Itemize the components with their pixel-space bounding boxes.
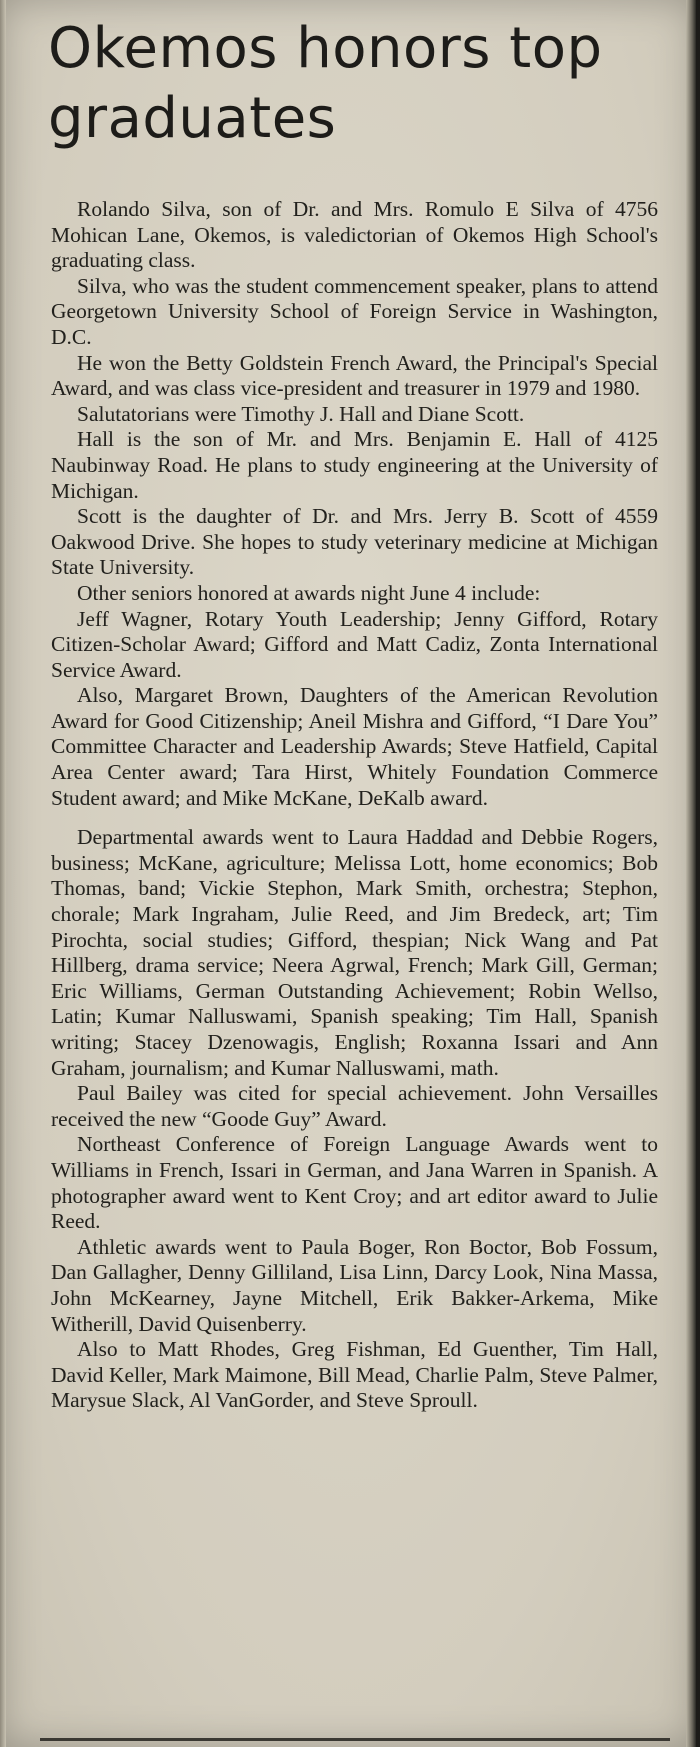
paragraph: Also to Matt Rhodes, Greg Fishman, Ed Guenther, Tim Hall, David Keller, Mark Maimone, Bill Mead, Charlie Palm, Steve Palmer, Marysue Slack, Al VanGorder, and Steve Sproull.: [51, 1337, 658, 1413]
paragraph: Paul Bailey was cited for special achievement. John Versailles received the new “Goode Guy” Award.: [51, 1081, 658, 1131]
paragraph: Rolando Silva, son of Dr. and Mrs. Romulo E Silva of 4756 Mohican Lane, Okemos, is valedictorian of Okemos High School's graduating class.: [51, 197, 658, 273]
clipping-right-edge: [686, 0, 696, 1747]
article-body: [51, 197, 658, 1414]
paragraph: Hall is the son of Mr. and Mrs. Benjamin E. Hall of 4125 Naubinway Road. He plans to study engineering at the University of Michigan.: [51, 427, 658, 503]
paragraph: Other seniors honored at awards night June 4 include:: [77, 580, 541, 605]
paragraph: He won the Betty Goldstein French Award, the Principal's Special Award, and was class vice-president and treasurer in 1979 and 1980.: [51, 350, 658, 401]
paragraph: Jeff Wagner, Rotary Youth Leadership; Jenny Gifford, Rotary Citizen-Scholar Award; Gifford and Matt Cadiz, Zonta International Service Award.: [51, 606, 658, 682]
headline: Okemos honors top graduates: [48, 16, 603, 151]
paragraph: Northeast Conference of Foreign Language Awards went to Williams in French, Issari in German, and Jana Warren in Spanish. A photographer award went to Kent Croy; and art editor award to Julie Reed.: [51, 1132, 658, 1234]
paragraph: Salutatorians were Timothy J. Hall and Diane Scott.: [77, 401, 525, 426]
bottom-rule: [40, 1738, 670, 1741]
paragraph: Athletic awards went to Paula Boger, Ron Boctor, Bob Fossum, Dan Gallagher, Denny Gilliland, Lisa Linn, Darcy Look, Nina Massa, John McKearney, Jayne Mitchell, Erik Bakker-Arkema, Mike Witherill, David Quisenberry.: [51, 1234, 658, 1336]
paragraph: Also, Margaret Brown, Daughters of the American Revolution Award for Good Citizenship; Aneil Mishra and Gifford, “I Dare You” Committee Character and Leadership Awards; Steve Hatfield, Capital Area Center award; Tara Hirst, Whitely Foundation Commerce Student award; and Mike McKane, DeKalb award.: [51, 683, 658, 810]
paragraph: Scott is the daughter of Dr. and Mrs. Jerry B. Scott of 4559 Oakwood Drive. She hopes to study veterinary medicine at Michigan State University.: [51, 504, 658, 580]
paragraph: Departmental awards went to Laura Haddad and Debbie Rogers, business; McKane, agriculture; Melissa Lott, home economics; Bob Thomas, band; Vickie Stephon, Mark Smith, orchestra; Stephon, chorale; Mark Ingraham, Julie Reed, and Jim Bredeck, art; Tim Pirochta, social studies; Gifford, thespian; Nick Wang and Pat Hillberg, drama service; Neera Agrwal, French; Mark Gill, German; Eric Williams, German Outstanding Achievement; Robin Wellso, Latin; Kumar Nalluswami, Spanish speaking; Tim Hall, Spanish writing; Stacey Dzenowagis, English; Roxanna Issari and Ann Graham, journalism; and Kumar Nalluswami, math.: [51, 825, 658, 1080]
clipping-left-edge: [0, 0, 6, 1747]
paragraph: Silva, who was the student commencement speaker, plans to attend Georgetown University School of Foreign Service in Washington, D.C.: [51, 273, 658, 349]
